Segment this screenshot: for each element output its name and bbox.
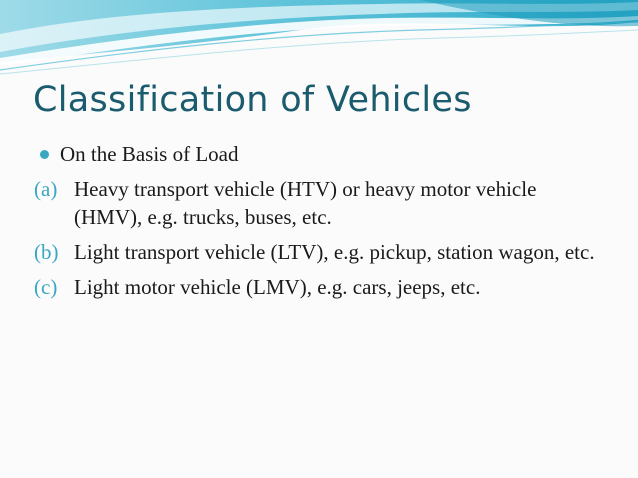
list-item-a xyxy=(34,175,609,231)
slide-content xyxy=(34,140,609,308)
list-item-c xyxy=(34,273,609,301)
list-item-marker: (a) xyxy=(34,177,58,201)
list-item-text: Light motor vehicle (LMV), e.g. cars, jeeps, etc. xyxy=(74,275,481,299)
list-item-text: Light transport vehicle (LTV), e.g. pickup, station wagon, etc. xyxy=(74,240,595,264)
header-wave-decoration xyxy=(0,0,638,80)
bullet-heading-text: On the Basis of Load xyxy=(60,142,239,166)
list-item-b xyxy=(34,238,609,266)
bullet-dot-icon xyxy=(40,150,49,159)
bullet-heading xyxy=(34,140,609,168)
slide-title: Classification of Vehicles xyxy=(33,80,472,120)
list-item-text: Heavy transport vehicle (HTV) or heavy motor vehicle (HMV), e.g. trucks, buses, etc. xyxy=(74,177,537,229)
list-item-marker: (c) xyxy=(34,275,58,299)
list-item-marker: (b) xyxy=(34,240,59,264)
